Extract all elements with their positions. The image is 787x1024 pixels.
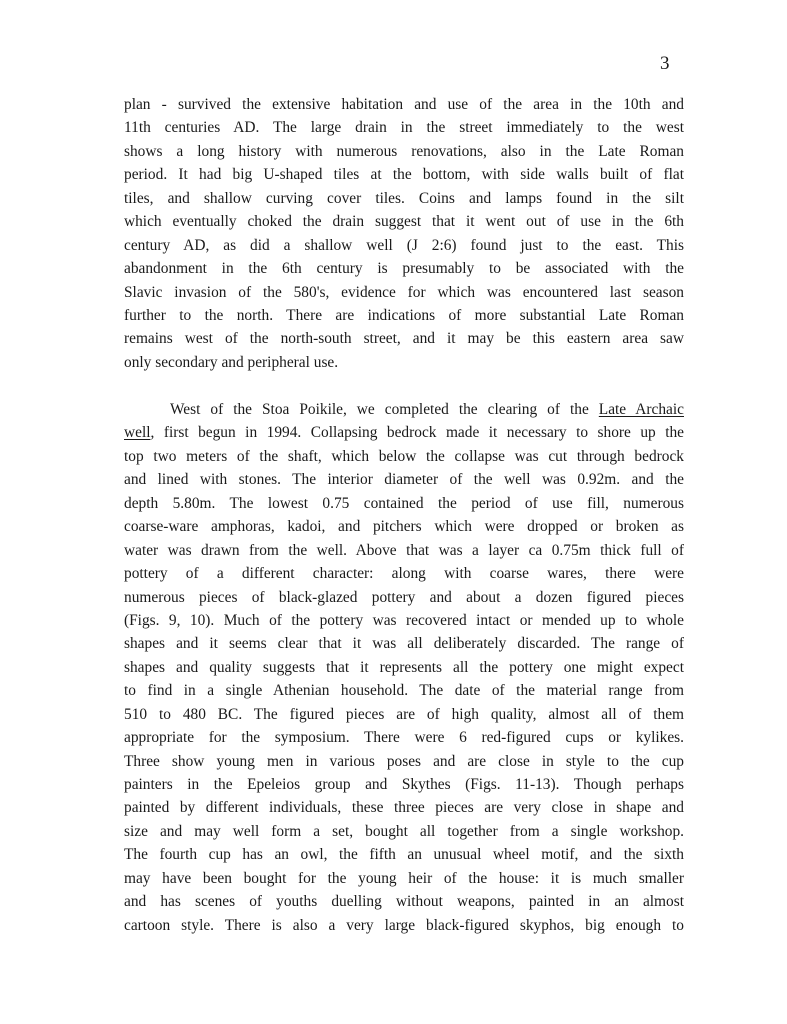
text-line: painters in the Epeleios group and Skythes (Figs. 11-13). Though perhaps [124,776,684,793]
text-line: pottery of a different character: along with coarse wares, there were [124,565,684,583]
text-line: plan - survived the extensive habitation and use of the area in the 10th and [124,96,684,113]
text-line: painted by different individuals, these three pieces are very close in shape and [124,799,684,817]
text-line: numerous pieces of black-glazed pottery and about a dozen figured pieces [124,588,684,606]
text-line: only secondary and peripheral use. [124,353,339,371]
text-line: Three show young men in various poses and are close in style to the cup [124,752,684,770]
paragraph-drain-history [124,93,684,374]
text-line [124,398,684,421]
text-line: depth 5.80m. The lowest 0.75 contained the period of use fill, numerous [124,494,684,512]
text-line: abandonment in the 6th century is presumably to be associated with the [124,260,684,278]
text-line: which eventually choked the drain suggest that it went out of use in the 6th [124,213,684,231]
text-line: shows a long history with numerous renovations, also in the Late Roman [124,142,684,160]
page-number: 3 [660,53,670,74]
text-line: 510 to 480 BC. The figured pieces are of high quality, almost all of them [124,705,684,723]
text-line: and lined with stones. The interior diameter of the well was 0.92m. and the [124,471,684,489]
text-fragment: , first begun in 1994. Collapsing bedrock made it necessary to shore up the [150,424,684,442]
text-line: and has scenes of youths duelling without weapons, painted in an almost [124,893,684,911]
text-line: remains west of the north-south street, and it may be this eastern area saw [124,330,684,348]
text-line: top two meters of the shaft, which below the collapse was cut through bedrock [124,447,684,465]
text-line: (Figs. 9, 10). Much of the pottery was recovered intact or mended up to whole [124,611,684,629]
text-line: tiles, and shallow curving cover tiles. Coins and lamps found in the silt [124,189,684,207]
text-line: 11th centuries AD. The large drain in the street immediately to the west [124,119,684,137]
text-line: to find in a single Athenian household. The date of the material range from [124,682,684,700]
text-line: further to the north. There are indications of more substantial Late Roman [124,306,684,324]
text-line: coarse-ware amphoras, kadoi, and pitchers which were dropped or broken as [124,518,684,536]
text-fragment: West of the Stoa Poikile, we completed the clearing of the [170,401,599,418]
paragraph-late-archaic-well [124,398,684,937]
text-line: appropriate for the symposium. There were 6 red-figured cups or kylikes. [124,729,684,747]
text-line: century AD, as did a shallow well (J 2:6) found just to the east. This [124,236,684,254]
text-line: period. It had big U-shaped tiles at the bottom, with side walls built of flat [124,166,684,184]
underlined-term: Late Archaic [598,401,684,418]
text-line [124,421,684,444]
text-line: Slavic invasion of the 580's, evidence for which was encountered last season [124,283,684,301]
text-line: water was drawn from the well. Above that was a layer ca 0.75m thick full of [124,541,684,559]
underlined-term: well [124,424,151,442]
text-line: shapes and it seems clear that it was all deliberately discarded. The range of [124,635,684,653]
text-line: The fourth cup has an owl, the fifth an unusual wheel motif, and the sixth [124,846,684,864]
text-line: size and may well form a set, bought all together from a single workshop. [124,822,684,840]
text-line: may have been bought for the young heir of the house: it is much smaller [124,869,684,887]
text-line: cartoon style. There is also a very large black-figured skyphos, big enough to [124,916,684,934]
text-line: shapes and quality suggests that it represents all the pottery one might expect [124,658,684,676]
